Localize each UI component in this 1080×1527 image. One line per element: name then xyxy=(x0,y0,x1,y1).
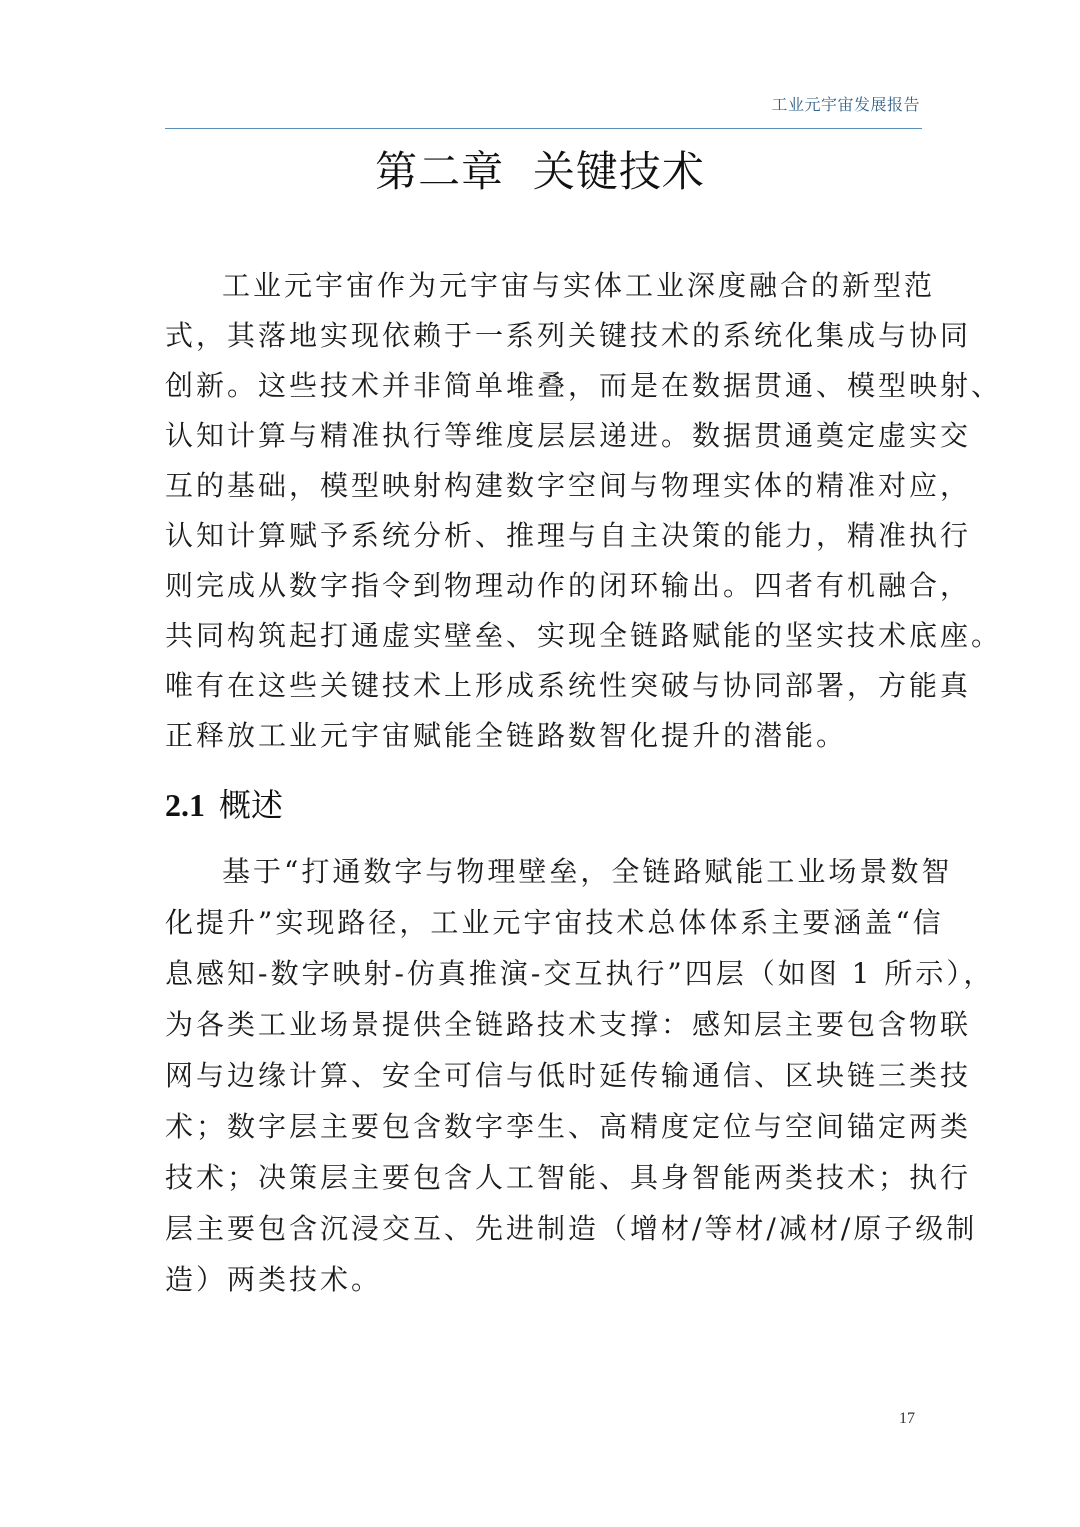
intro-line: 互的基础，模型映射构建数字空间与物理实体的精准对应， xyxy=(165,469,972,502)
section-line: 为各类工业场景提供全链路技术支撑：感知层主要包含物联 xyxy=(165,1008,972,1041)
section-line: 技术；决策层主要包含人工智能、具身智能两类技术；执行 xyxy=(165,1161,972,1194)
section-line: 造）两类技术。 xyxy=(165,1263,383,1296)
section-line: 层主要包含沉浸交互、先进制造（增材/等材/减材/原子级制 xyxy=(165,1212,978,1245)
intro-line: 共同构筑起打通虚实壁垒、实现全链路赋能的坚实技术底座。 xyxy=(165,619,1003,652)
intro-line: 式，其落地实现依赖于一系列关键技术的系统化集成与协同 xyxy=(165,319,972,352)
page-number: 17 xyxy=(899,1410,915,1427)
section-line: 基于“打通数字与物理壁垒，全链路赋能工业场景数智 xyxy=(222,855,953,888)
intro-line: 认知计算赋予系统分析、推理与自主决策的能力，精准执行 xyxy=(165,519,972,552)
section-heading xyxy=(165,783,283,827)
section-title: 概述 xyxy=(219,786,284,824)
section-number: 2.1 xyxy=(165,787,205,823)
chapter-title: 第二章 关键技术 xyxy=(375,147,705,196)
intro-line: 工业元宇宙作为元宇宙与实体工业深度融合的新型范 xyxy=(222,269,936,302)
intro-line: 唯有在这些关键技术上形成系统性突破与协同部署，方能真 xyxy=(165,669,972,702)
intro-line: 正释放工业元宇宙赋能全链路数智化提升的潜能。 xyxy=(165,719,848,752)
section-line: 网与边缘计算、安全可信与低时延传输通信、区块链三类技 xyxy=(165,1059,972,1092)
intro-line: 则完成从数字指令到物理动作的闭环输出。四者有机融合， xyxy=(165,569,972,602)
running-header: 工业元宇宙发展报告 xyxy=(771,95,920,114)
header-rule xyxy=(165,128,922,129)
intro-line: 认知计算与精准执行等维度层层递进。数据贯通奠定虚实交 xyxy=(165,419,972,452)
section-line: 术；数字层主要包含数字孪生、高精度定位与空间锚定两类 xyxy=(165,1110,972,1143)
section-line: 息感知-数字映射-仿真推演-交互执行”四层（如图 1 所示）， xyxy=(165,957,995,990)
intro-line: 创新。这些技术并非简单堆叠，而是在数据贯通、模型映射、 xyxy=(165,369,1003,402)
section-line: 化提升”实现路径，工业元宇宙技术总体体系主要涵盖“信 xyxy=(165,906,944,939)
